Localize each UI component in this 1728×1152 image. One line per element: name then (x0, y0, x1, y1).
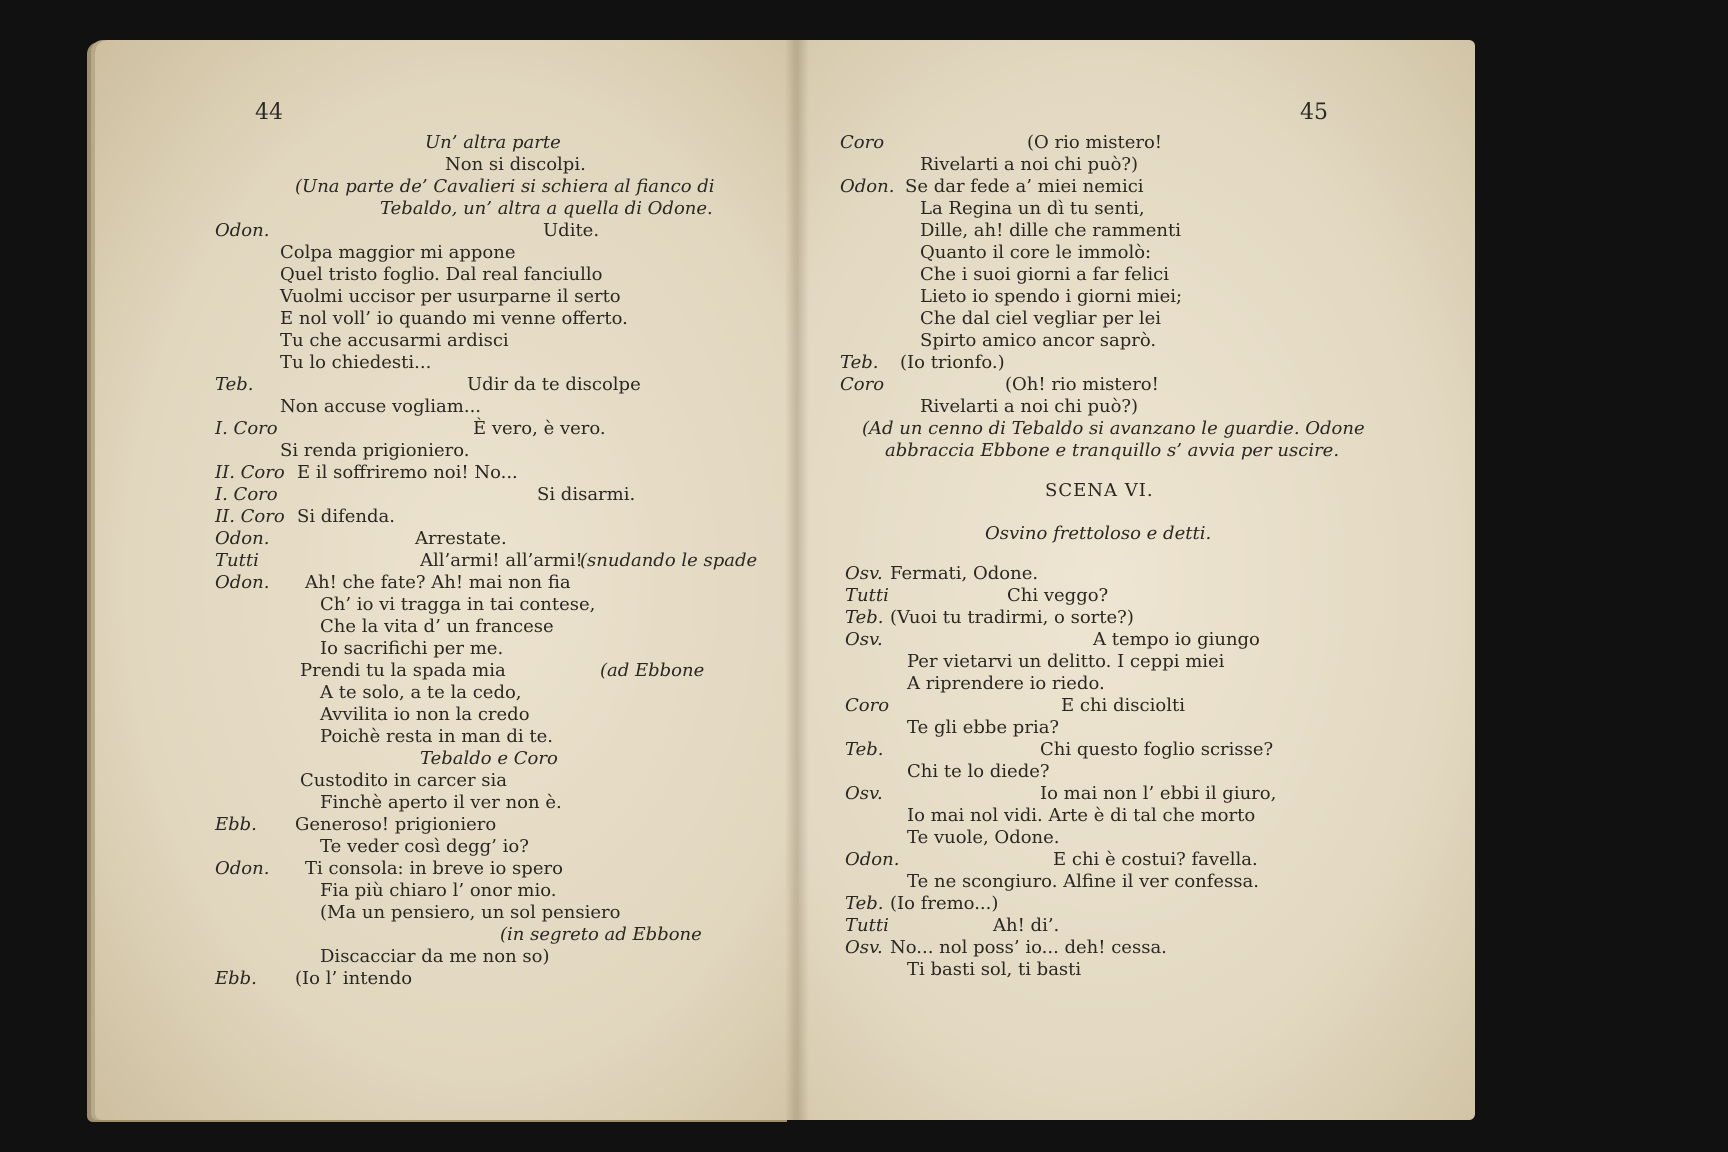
stage-direction: abbraccia Ebbone e tranquillo s’ avvia per uscire. (885, 440, 1340, 461)
text-line: Chi te lo diede? (907, 761, 1050, 782)
left-page (95, 40, 795, 1120)
text-line: Te veder così degg’ io? (320, 836, 529, 857)
text-line: Custodito in carcer sia (300, 770, 508, 791)
speaker-label: Teb. (840, 352, 879, 373)
text-line: Un’ altra parte (425, 132, 561, 153)
text-line: Te vuole, Odone. (907, 827, 1060, 848)
speaker-label: Odon. (840, 176, 895, 197)
text-line: Te ne scongiuro. Alfine il ver confessa. (907, 871, 1260, 892)
text-line: Rivelarti a noi chi può?) (920, 396, 1139, 417)
speaker-label: Odon. (215, 572, 270, 593)
text-line: È vero, è vero. (473, 418, 606, 439)
speaker-label: Coro (840, 132, 885, 153)
text-line: Ch’ io vi tragga in tai contese, (320, 594, 596, 615)
speaker-label: II. Coro (215, 506, 285, 527)
text-line: Quanto il core le immolò: (920, 242, 1152, 263)
speaker-label: Ebb. (215, 968, 257, 989)
speaker-label: Teb. (845, 607, 884, 628)
text-line: Ah! che fate? Ah! mai non fia (305, 572, 571, 593)
text-line: Lieto io spendo i giorni miei; (920, 286, 1183, 307)
text-line: Arrestate. (415, 528, 507, 549)
text-line: Dille, ah! dille che rammenti (920, 220, 1181, 241)
text-line: E nol voll’ io quando mi venne offerto. (280, 308, 628, 329)
speaker-label: Osv. (845, 783, 883, 804)
text-line: Io mai non l’ ebbi il giuro, (1040, 783, 1277, 804)
text-line: Io sacrifichi per me. (320, 638, 504, 659)
speaker-label: Tutti (845, 585, 889, 606)
text-line: Fia più chiaro l’ onor mio. (320, 880, 557, 901)
text-line: Te gli ebbe pria? (907, 717, 1060, 738)
text-line: All’armi! all’armi! (420, 550, 583, 571)
speaker-label: Osv. (845, 563, 883, 584)
speaker-label: Teb. (845, 893, 884, 914)
text-line: Io mai nol vidi. Arte è di tal che morto (907, 805, 1256, 826)
stage-direction: (Una parte de’ Cavalieri si schiera al fianco di (295, 176, 715, 197)
text-line: Per vietarvi un delitto. I ceppi miei (907, 651, 1225, 672)
text-line: Tu che accusarmi ardisci (280, 330, 509, 351)
page-number: 44 (255, 100, 283, 125)
text-line: Rivelarti a noi chi può?) (920, 154, 1139, 175)
text-line: Prendi tu la spada mia (300, 660, 506, 681)
text-line: Vuolmi uccisor per usurparne il serto (280, 286, 621, 307)
text-line: Tu lo chiedesti... (280, 352, 432, 373)
text-line: Ti consola: in breve io spero (305, 858, 563, 879)
speaker-label: Odon. (215, 528, 270, 549)
scene-heading: SCENA VI. (1045, 480, 1154, 501)
stage-direction: (snudando le spade (580, 550, 758, 571)
text-line: Ah! di’. (993, 915, 1060, 936)
speaker-label: II. Coro (215, 462, 285, 483)
text-line: Non si discolpi. (445, 154, 586, 175)
speaker-label: Osv. (845, 629, 883, 650)
text-line: Chi veggo? (1007, 585, 1109, 606)
speaker-label: I. Coro (215, 484, 278, 505)
speaker-label: Teb. (215, 374, 254, 395)
text-line: E il soffriremo noi! No... (297, 462, 518, 483)
stage-direction: (ad Ebbone (600, 660, 705, 681)
text-line: Che i suoi giorni a far felici (920, 264, 1169, 285)
text-line: Ti basti sol, ti basti (907, 959, 1082, 980)
text-line: (Oh! rio mistero! (1005, 374, 1159, 395)
text-line: La Regina un dì tu senti, (920, 198, 1145, 219)
text-line: Poichè resta in man di te. (320, 726, 553, 747)
speaker-label: Coro (845, 695, 890, 716)
open-book (95, 30, 1475, 1130)
text-line: A te solo, a te la cedo, (320, 682, 522, 703)
speaker-label: Odon. (215, 858, 270, 879)
speaker-label: Osv. (845, 937, 883, 958)
text-line: (Io l’ intendo (295, 968, 413, 989)
text-line: A tempo io giungo (1093, 629, 1260, 650)
text-line: Udite. (543, 220, 600, 241)
speaker-label: Odon. (215, 220, 270, 241)
text-line: E chi disciolti (1061, 695, 1185, 716)
text-line: Quel tristo foglio. Dal real fanciullo (280, 264, 603, 285)
page-number: 45 (1300, 100, 1328, 125)
stage-direction: (in segreto ad Ebbone (500, 924, 702, 945)
stage-direction: Tebaldo, un’ altra a quella di Odone. (380, 198, 713, 219)
speaker-label: Teb. (845, 739, 884, 760)
text-line: Che la vita d’ un francese (320, 616, 554, 637)
speaker-label: Tutti (845, 915, 889, 936)
text-line: Si renda prigioniero. (280, 440, 470, 461)
text-line: Non accuse vogliam... (280, 396, 482, 417)
text-line: No... nol poss’ io... deh! cessa. (890, 937, 1167, 958)
speaker-label: I. Coro (215, 418, 278, 439)
text-line: Avvilita io non la credo (320, 704, 530, 725)
speaker-label: Coro (840, 374, 885, 395)
scene-subtitle: Osvino frettoloso e detti. (985, 523, 1212, 544)
speaker-label: Tutti (215, 550, 259, 571)
text-line: Che dal ciel vegliar per lei (920, 308, 1162, 329)
stage-heading: Tebaldo e Coro (420, 748, 558, 769)
right-page (795, 40, 1475, 1120)
text-line: Chi questo foglio scrisse? (1040, 739, 1274, 760)
speaker-label: Odon. (845, 849, 900, 870)
text-line: Generoso! prigioniero (295, 814, 497, 835)
text-line: (Io fremo...) (890, 893, 999, 914)
text-line: A riprendere io riedo. (907, 673, 1105, 694)
text-line: Udir da te discolpe (467, 374, 641, 395)
text-line: Finchè aperto il ver non è. (320, 792, 562, 813)
text-line: Si disarmi. (537, 484, 636, 505)
text-line: Se dar fede a’ miei nemici (905, 176, 1144, 197)
text-line: (Vuoi tu tradirmi, o sorte?) (890, 607, 1134, 628)
text-line: E chi è costui? favella. (1053, 849, 1258, 870)
text-line: Si difenda. (297, 506, 395, 527)
text-line: Discacciar da me non so) (320, 946, 550, 967)
text-line: (O rio mistero! (1027, 132, 1163, 153)
text-line: (Io trionfo.) (900, 352, 1005, 373)
text-line: Colpa maggior mi appone (280, 242, 516, 263)
text-line: (Ma un pensiero, un sol pensiero (320, 902, 621, 923)
speaker-label: Ebb. (215, 814, 257, 835)
text-line: Fermati, Odone. (890, 563, 1039, 584)
text-line: Spirto amico ancor saprò. (920, 330, 1157, 351)
stage-direction: (Ad un cenno di Tebaldo si avanzano le guardie. Odone (862, 418, 1365, 439)
